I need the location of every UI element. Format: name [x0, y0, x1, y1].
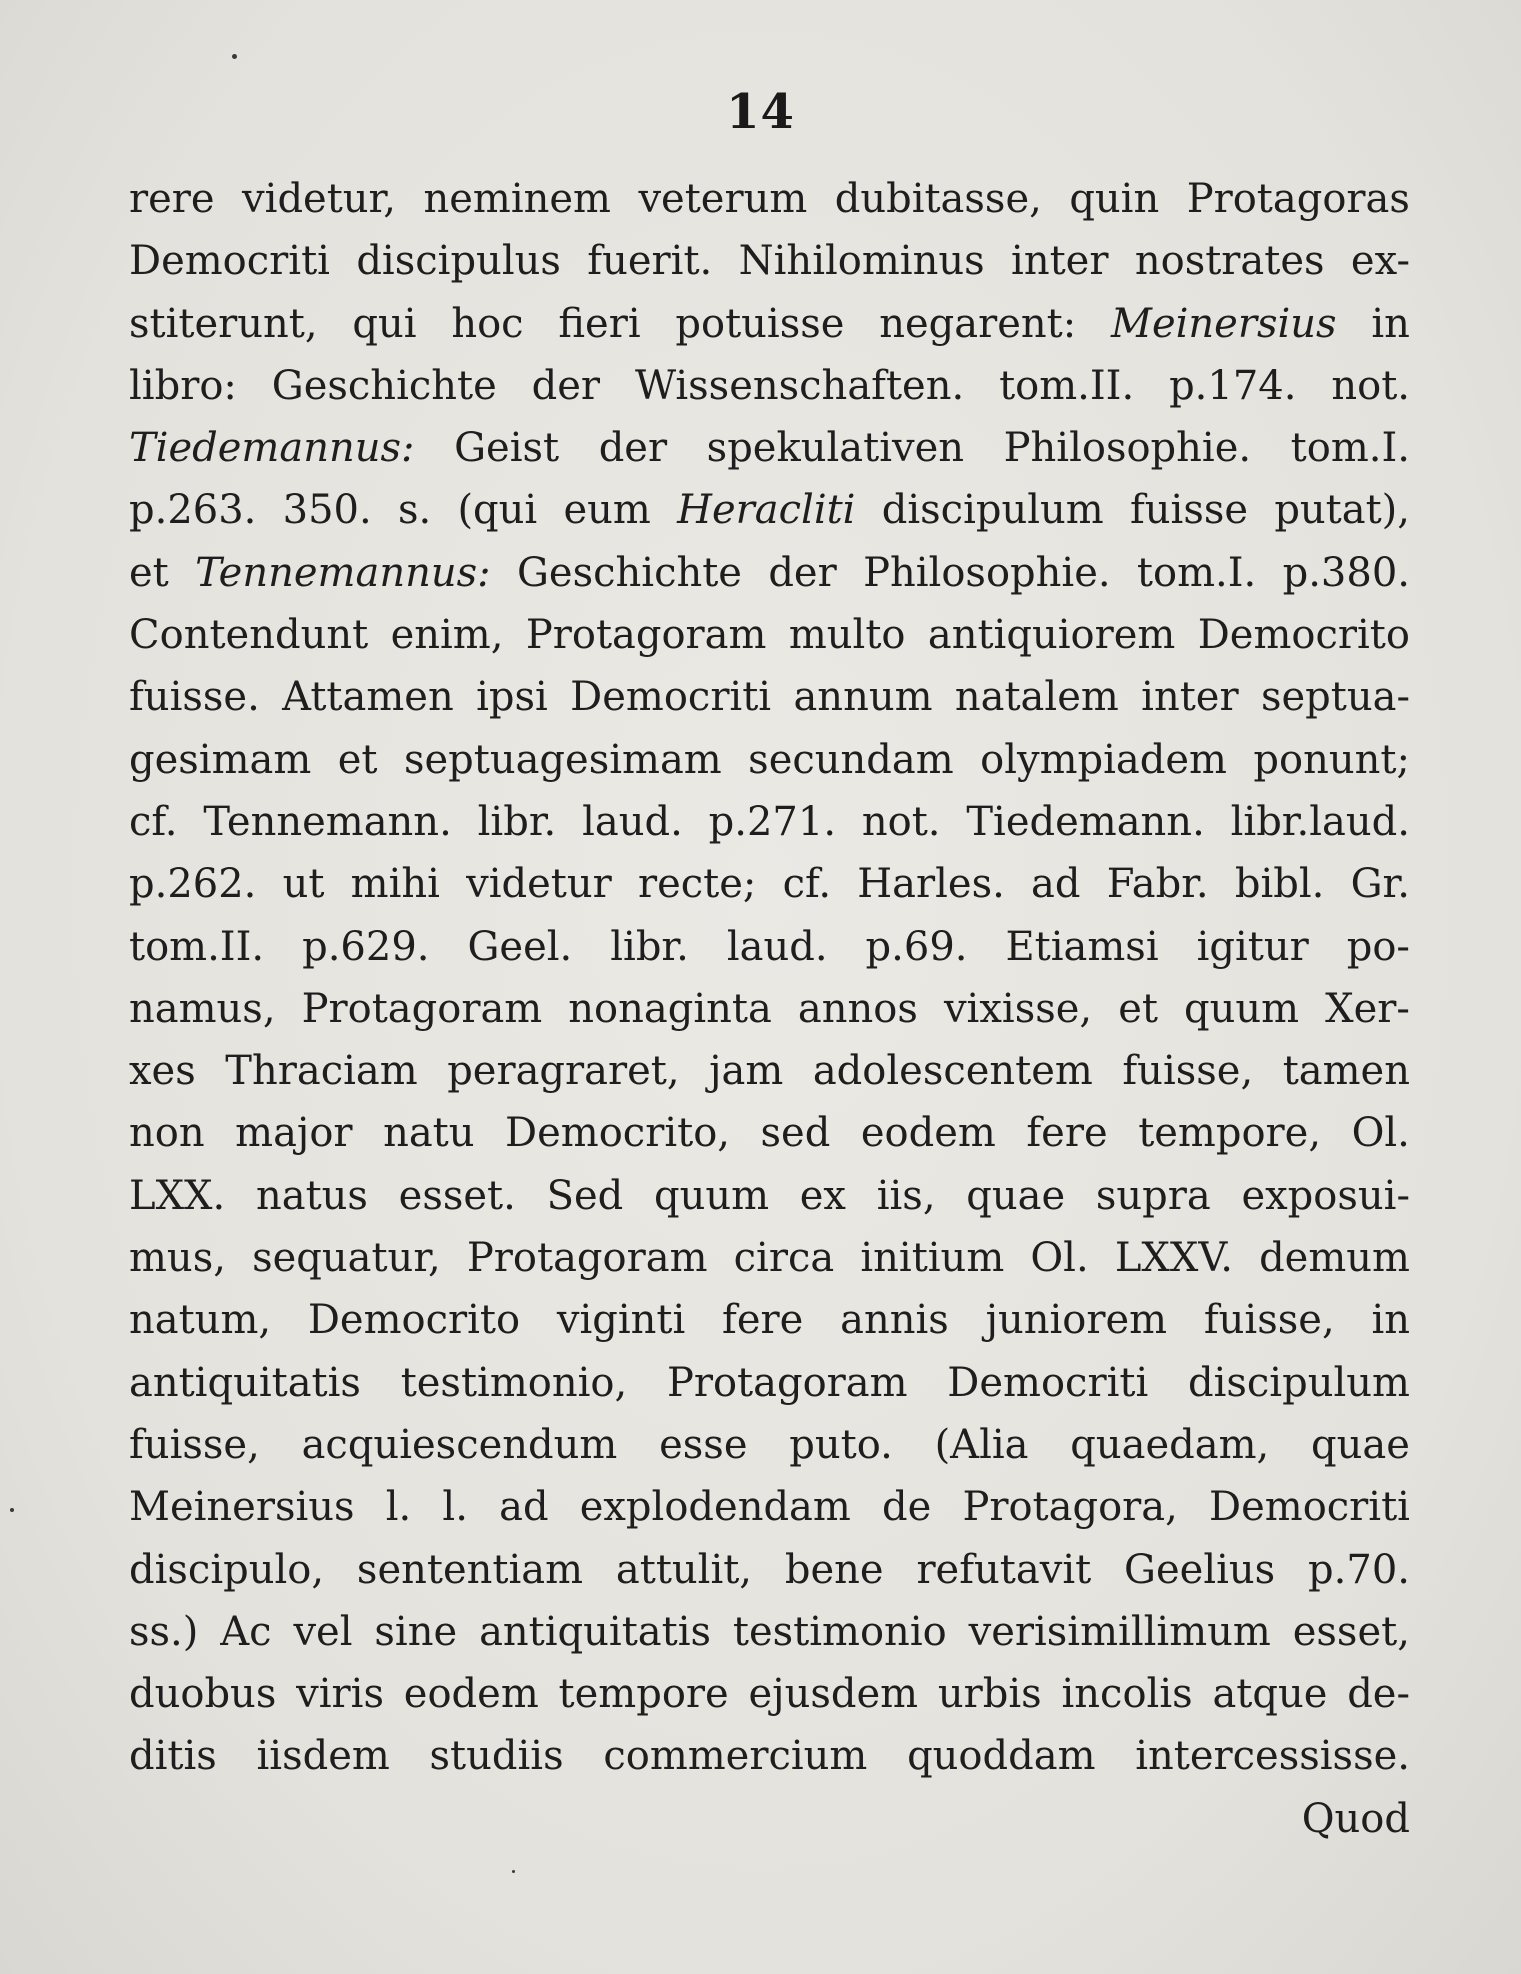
word: urbis: [937, 1671, 1042, 1718]
word: fieri: [558, 300, 641, 347]
word: LXXV.: [1114, 1235, 1233, 1282]
word: demum: [1259, 1235, 1410, 1282]
word: circa: [733, 1235, 835, 1282]
word: supra: [1095, 1172, 1211, 1219]
word: antiquitatis: [129, 1359, 361, 1406]
word: Protagoram: [466, 1235, 708, 1282]
word: quae: [966, 1172, 1066, 1219]
word: discipulum: [1187, 1359, 1410, 1406]
text-line: [129, 1165, 1410, 1227]
text-line: [129, 1601, 1410, 1663]
word: refutavit: [916, 1546, 1092, 1593]
word: esset.: [398, 1172, 516, 1219]
word: Wissenschaften.: [634, 362, 965, 409]
word: esset,: [1292, 1608, 1410, 1655]
word: recte;: [637, 861, 757, 908]
text-line: [129, 666, 1410, 728]
word: 350.: [282, 487, 372, 534]
text-line: [129, 479, 1410, 541]
word: de-: [1347, 1671, 1410, 1718]
text-line: [129, 1414, 1410, 1476]
word: Meinersius: [1111, 300, 1337, 347]
word: p.174.: [1169, 362, 1297, 409]
word: potuisse: [675, 300, 845, 347]
word: laud.: [726, 923, 828, 970]
word: Protagoram: [301, 985, 543, 1032]
word: Geelius: [1124, 1546, 1276, 1593]
word: fuerit.: [587, 238, 713, 285]
word: Gr.: [1350, 861, 1410, 908]
print-speck: [10, 1508, 14, 1512]
word: bibl.: [1234, 861, 1325, 908]
word: videtur: [466, 861, 612, 908]
word: gesimam: [129, 736, 312, 783]
word: fere: [722, 1297, 804, 1344]
word: tempore: [558, 1671, 729, 1718]
word: veterum: [638, 176, 808, 222]
word: Heracliti: [677, 487, 856, 534]
word: jam: [709, 1048, 784, 1095]
word: fuisse.: [129, 674, 260, 721]
word: natus: [255, 1172, 368, 1219]
word: libr.laud.: [1230, 798, 1410, 845]
word: ad: [1031, 861, 1081, 908]
word: fuisse,: [129, 1421, 260, 1468]
word: inter: [1141, 674, 1239, 721]
word: rere: [129, 176, 215, 222]
word: stiterunt,: [129, 300, 318, 347]
text-line: [129, 1539, 1410, 1601]
word: p.271.: [708, 798, 837, 845]
word: ejusdem: [748, 1671, 919, 1718]
word: esse: [659, 1421, 748, 1468]
word: Geschichte: [271, 362, 497, 409]
word: Tiedemann.: [966, 798, 1205, 845]
word: tempore,: [1138, 1110, 1322, 1157]
word: Democrito,: [505, 1110, 730, 1157]
word: ipsi: [476, 674, 548, 721]
word: qui: [352, 300, 417, 347]
word: eum: [563, 487, 651, 534]
catchword-line: [129, 1788, 1410, 1850]
word: commercium: [603, 1733, 868, 1780]
word: olympiadem: [980, 736, 1227, 783]
word: ex: [799, 1172, 846, 1219]
word: quin: [1069, 176, 1160, 222]
word: Thraciam: [225, 1048, 418, 1095]
word: quoddam: [907, 1733, 1096, 1780]
text-line: [129, 1289, 1410, 1351]
text-line: [129, 355, 1410, 417]
word: fuisse: [1129, 487, 1249, 534]
text-line: [129, 604, 1410, 666]
word: Protagora,: [962, 1484, 1178, 1531]
word: multo: [788, 612, 906, 659]
text-line: [129, 853, 1410, 915]
word: Democriti: [947, 1359, 1149, 1406]
word: libr.: [610, 923, 689, 970]
word: testimonio: [732, 1608, 947, 1655]
word: libr.: [477, 798, 557, 845]
word: libro:: [129, 362, 237, 409]
word: putat),: [1274, 487, 1410, 534]
word: Ol.: [1351, 1110, 1410, 1157]
text-line: [129, 729, 1410, 791]
word: ad: [499, 1484, 549, 1531]
word: Democriti: [570, 674, 772, 721]
word: de: [882, 1484, 932, 1531]
word: secundam: [748, 736, 954, 783]
word: l.: [385, 1484, 412, 1531]
word: non: [129, 1110, 205, 1157]
word: sententiam: [356, 1546, 584, 1593]
word: adolescentem: [812, 1048, 1093, 1095]
word: Tiedemannus:: [129, 425, 415, 472]
word: igitur: [1196, 923, 1309, 970]
word: vixisse,: [943, 985, 1093, 1032]
text-line: [129, 1476, 1410, 1538]
word: Fabr.: [1106, 861, 1209, 908]
word: p.70.: [1308, 1546, 1410, 1593]
word: eodem: [403, 1671, 539, 1718]
word: septuagesimam: [403, 736, 722, 783]
word: Geel.: [467, 923, 573, 970]
word: Meinersius: [129, 1484, 355, 1531]
word: p.629.: [302, 923, 430, 970]
word: mus,: [129, 1235, 226, 1282]
word: quum: [1184, 985, 1300, 1032]
word: puto.: [789, 1421, 893, 1468]
text-line: [129, 1227, 1410, 1289]
word: Harles.: [857, 861, 1005, 908]
word: p.263.: [129, 487, 257, 534]
text-line: [129, 1352, 1410, 1414]
word: in: [1371, 1297, 1410, 1344]
word: explodendam: [579, 1484, 851, 1531]
word: quum: [653, 1172, 770, 1219]
word: nonaginta: [568, 985, 772, 1032]
word: discipulus: [356, 238, 561, 285]
word: atque: [1212, 1671, 1328, 1718]
word: cf.: [129, 798, 178, 845]
word: tom.II.: [999, 362, 1135, 409]
word: discipulo,: [129, 1546, 325, 1593]
word: not.: [1331, 362, 1410, 409]
word: Sed: [546, 1172, 624, 1219]
word: inter: [1011, 238, 1109, 285]
word: Geist: [454, 425, 560, 472]
word: not.: [861, 798, 941, 845]
text-line: [129, 916, 1410, 978]
word: l.: [442, 1484, 468, 1531]
word: natu: [383, 1110, 475, 1157]
text-line: [129, 1040, 1410, 1102]
word: bene: [784, 1546, 884, 1593]
word: Protagoras: [1186, 176, 1410, 222]
text-line: [129, 168, 1410, 230]
word: et: [129, 549, 169, 596]
word: testimonio,: [400, 1359, 628, 1406]
word: ditis: [129, 1733, 217, 1780]
word: negarent:: [879, 300, 1077, 347]
word: annis: [840, 1297, 949, 1344]
catchword: Quod: [1301, 1795, 1410, 1842]
word: p.69.: [865, 923, 968, 970]
word: mihi: [350, 861, 440, 908]
word: juniorem: [985, 1297, 1168, 1344]
word: Attamen: [282, 674, 454, 721]
word: verisimillimum: [968, 1608, 1271, 1655]
word: p.262.: [129, 861, 257, 908]
word: quae: [1311, 1421, 1410, 1468]
word: Philosophie.: [863, 549, 1111, 596]
word: nostrates: [1134, 238, 1325, 285]
word: hoc: [451, 300, 524, 347]
word: Democrito: [1197, 612, 1410, 659]
word: tom.II.: [129, 923, 265, 970]
word: der: [768, 549, 837, 596]
word: tom.I.: [1290, 425, 1410, 472]
text-line: [129, 542, 1410, 604]
word: Democrito: [307, 1297, 521, 1344]
text-line: [129, 1725, 1410, 1787]
word: fuisse,: [1203, 1297, 1335, 1344]
word: iisdem: [256, 1733, 390, 1780]
word: Democriti: [1209, 1484, 1410, 1531]
word: viginti: [556, 1297, 686, 1344]
word: der: [598, 425, 668, 472]
word: namus,: [129, 985, 276, 1032]
word: s.: [397, 487, 432, 534]
word: quaedam,: [1070, 1421, 1270, 1468]
word: studiis: [429, 1733, 564, 1780]
word: antiquitatis: [479, 1608, 712, 1655]
word: laud.: [582, 798, 683, 845]
word: Geschichte: [516, 549, 742, 596]
text-line: [129, 978, 1410, 1040]
word: ponunt;: [1253, 736, 1410, 783]
text-line: [129, 417, 1410, 479]
word: Etiamsi: [1005, 923, 1159, 970]
word: Tennemannus:: [195, 549, 491, 596]
word: sequatur,: [252, 1235, 441, 1282]
word: Nihilominus: [738, 238, 985, 285]
word: vel: [293, 1608, 353, 1655]
word: natalem: [954, 674, 1119, 721]
word: fuisse,: [1122, 1048, 1254, 1095]
word: Ac: [220, 1608, 272, 1655]
word: et: [337, 736, 378, 783]
word: Democriti: [129, 238, 330, 285]
word: tamen: [1282, 1048, 1410, 1095]
word: eodem: [860, 1110, 996, 1157]
word: (Alia: [934, 1421, 1029, 1468]
print-speck: [232, 54, 237, 59]
word: attulit,: [615, 1546, 753, 1593]
word: Protagoram: [525, 612, 767, 659]
word: fere: [1026, 1110, 1108, 1157]
word: ex-: [1350, 238, 1410, 285]
word: der: [531, 362, 601, 409]
text-line: [129, 791, 1410, 853]
body-text: [129, 168, 1410, 1850]
word: Ol.: [1030, 1235, 1089, 1282]
word: enim,: [390, 612, 504, 659]
word: ut: [282, 861, 325, 908]
print-speck: [512, 1870, 515, 1873]
word: septua-: [1260, 674, 1410, 721]
word: spekulativen: [706, 425, 965, 472]
word: incolis: [1061, 1671, 1193, 1718]
word: LXX.: [129, 1172, 226, 1219]
word: sed: [760, 1110, 831, 1157]
word: po-: [1346, 923, 1410, 970]
word: Protagoram: [666, 1359, 908, 1406]
text-line: [129, 1663, 1410, 1725]
word: Contendunt: [129, 612, 369, 659]
word: et: [1118, 985, 1158, 1032]
word: discipulum: [881, 487, 1104, 534]
word: in: [1371, 300, 1410, 347]
word: duobus: [129, 1671, 277, 1718]
word: initium: [860, 1235, 1005, 1282]
word: (qui: [457, 487, 538, 534]
word: Tennemann.: [203, 798, 452, 845]
word: antiquiorem: [927, 612, 1176, 659]
word: ss.): [129, 1608, 199, 1655]
word: viris: [296, 1671, 384, 1718]
word: xes: [129, 1048, 196, 1095]
word: acquiescendum: [301, 1421, 618, 1468]
word: p.380.: [1282, 549, 1410, 596]
word: natum,: [129, 1297, 272, 1344]
word: Philosophie.: [1003, 425, 1252, 472]
word: iis,: [876, 1172, 936, 1219]
word: videtur,: [242, 176, 396, 222]
word: tom.I.: [1136, 549, 1257, 596]
word: major: [235, 1110, 353, 1157]
word: sine: [374, 1608, 458, 1655]
page-number: 14: [726, 84, 795, 140]
word: neminem: [423, 176, 611, 222]
word: intercessisse.: [1135, 1733, 1410, 1780]
text-line: [129, 293, 1410, 355]
word: Xer-: [1325, 985, 1410, 1032]
word: annum: [793, 674, 933, 721]
word: dubitasse,: [834, 176, 1042, 222]
word: peragraret,: [447, 1048, 680, 1095]
text-line: [129, 230, 1410, 292]
text-line: [129, 1102, 1410, 1164]
word: annos: [797, 985, 918, 1032]
word: cf.: [782, 861, 832, 908]
word: exposui-: [1241, 1172, 1410, 1219]
